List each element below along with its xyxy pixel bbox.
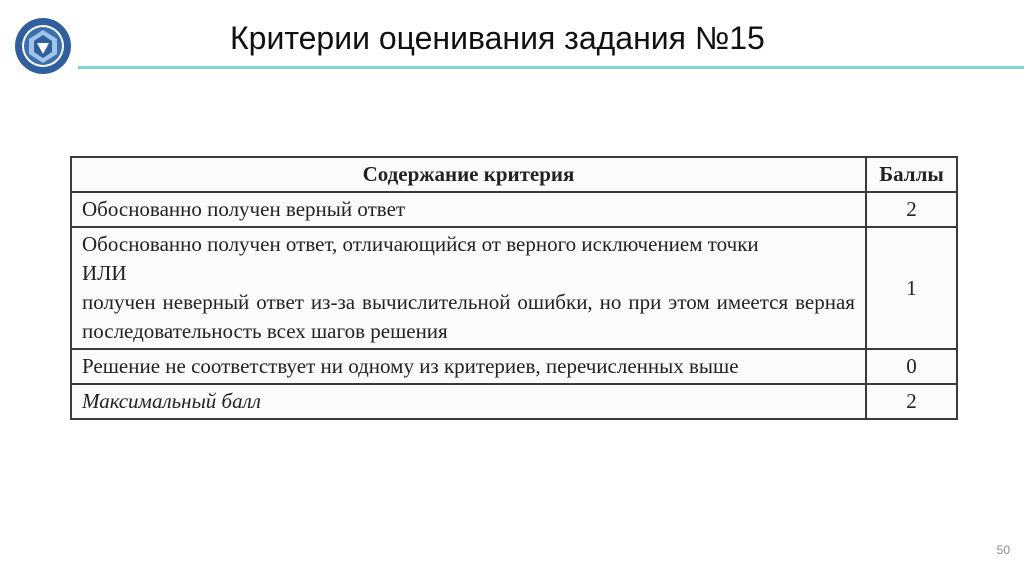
criteria-table <box>70 156 958 420</box>
criterion-line: Обоснованно получен верный ответ <box>82 197 406 221</box>
criterion-points: 0 <box>866 349 957 384</box>
criterion-points: 2 <box>866 192 957 227</box>
max-score-label: Максимальный балл <box>71 384 866 419</box>
criterion-points: 1 <box>866 227 957 349</box>
criterion-line: получен неверный ответ из-за вычислительной ошибки, но при этом имеется верная последовательность всех шагов решения <box>82 290 855 343</box>
university-emblem-icon <box>14 17 72 75</box>
criterion-content <box>71 192 866 227</box>
table-row <box>71 192 957 227</box>
criterion-line: Решение не соответствует ни одному из критериев, перечисленных выше <box>82 354 739 378</box>
table-row <box>71 227 957 349</box>
title-divider <box>78 66 1024 69</box>
max-score-points: 2 <box>866 384 957 419</box>
max-score-row <box>71 384 957 419</box>
slide-title: Критерии оценивания задания №15 <box>230 20 765 56</box>
table-header-row <box>71 157 957 192</box>
criterion-line: ИЛИ <box>82 261 127 285</box>
table-row <box>71 349 957 384</box>
header-criterion-content: Содержание критерия <box>71 157 866 192</box>
criterion-content <box>71 349 866 384</box>
criterion-content <box>71 227 866 349</box>
header-points: Баллы <box>866 157 957 192</box>
page-number: 50 <box>996 543 1010 557</box>
criterion-line: Обоснованно получен ответ, отличающийся от верного исключением точки <box>82 232 759 256</box>
